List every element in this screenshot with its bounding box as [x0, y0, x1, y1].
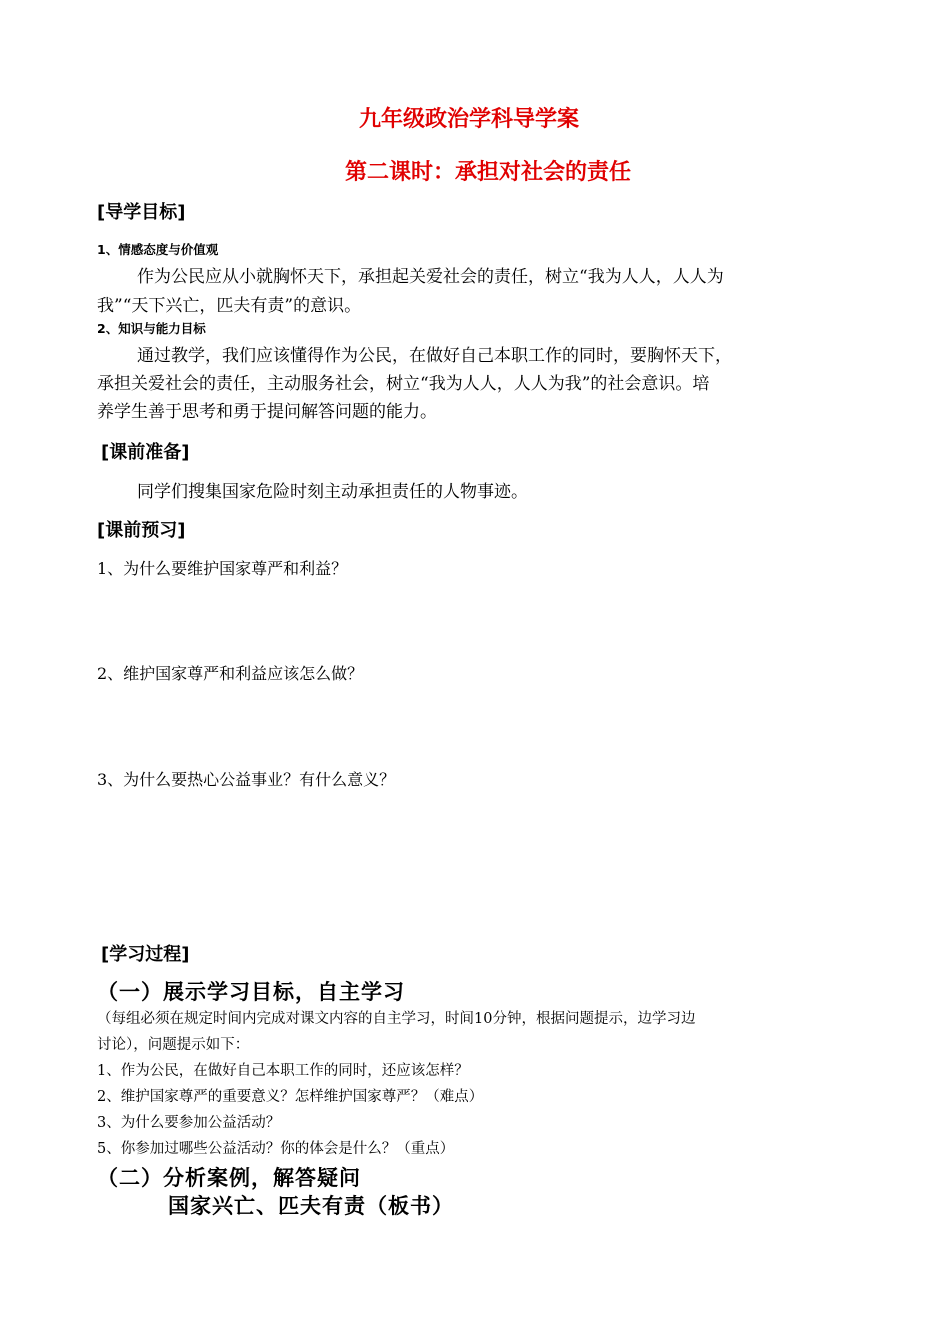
- preview-question-2: 2、维护国家尊严和利益应该怎么做？: [97, 664, 364, 683]
- process-part-1-question-3: 3、为什么要参加公益活动？: [97, 1115, 281, 1131]
- process-part-1-note-line-1: （每组必须在规定时间内完成对课文内容的自主学习，时间10分钟，根据问题提示，边学习边: [97, 1011, 696, 1027]
- process-part-2-title: （二）分析案例，解答疑问: [97, 1165, 361, 1190]
- objective-1-line-2: 我”“天下兴亡，匹夫有责”的意识。: [97, 296, 362, 316]
- objective-1-line-1: 作为公民应从小就胸怀天下，承担起关爱社会的责任，树立“我为人人，人人为: [137, 267, 724, 287]
- process-part-1-question-1: 1、作为公民，在做好自己本职工作的同时，还应该怎样？: [97, 1063, 469, 1079]
- objective-1-label: 1、情感态度与价值观: [97, 242, 219, 257]
- objective-2-line-1: 通过教学，我们应该懂得作为公民，在做好自己本职工作的同时，要胸怀天下，: [137, 346, 732, 366]
- process-part-1-note-line-2: 讨论），问题提示如下：: [97, 1037, 250, 1053]
- process-part-2-subtitle: 国家兴亡、匹夫有责（板书）: [168, 1193, 454, 1218]
- preview-question-3: 3、为什么要热心公益事业？有什么意义？: [97, 770, 396, 789]
- objective-2-line-2: 承担关爱社会的责任，主动服务社会，树立“我为人人，人人为我”的社会意识。培: [97, 374, 710, 394]
- objective-2-label: 2、知识与能力目标: [97, 321, 206, 336]
- preview-heading: [课前预习]: [97, 520, 186, 541]
- objective-2-line-3: 养学生善于思考和勇于提问解答问题的能力。: [97, 402, 437, 422]
- process-part-1-title: （一）展示学习目标，自主学习: [97, 979, 405, 1004]
- objectives-heading: [导学目标]: [97, 202, 186, 223]
- preparation-heading: [课前准备]: [101, 442, 190, 463]
- page-subtitle: 第二课时：承担对社会的责任: [345, 160, 632, 185]
- page-title: 九年级政治学科导学案: [359, 107, 580, 132]
- process-part-1-question-2: 2、维护国家尊严的重要意义？怎样维护国家尊严？（难点）: [97, 1089, 484, 1105]
- preview-question-1: 1、为什么要维护国家尊严和利益？: [97, 559, 348, 578]
- process-heading: [学习过程]: [101, 944, 190, 965]
- process-part-1-question-4: 5、你参加过哪些公益活动？你的体会是什么？（重点）: [97, 1141, 455, 1157]
- preparation-text: 同学们搜集国家危险时刻主动承担责任的人物事迹。: [137, 482, 528, 502]
